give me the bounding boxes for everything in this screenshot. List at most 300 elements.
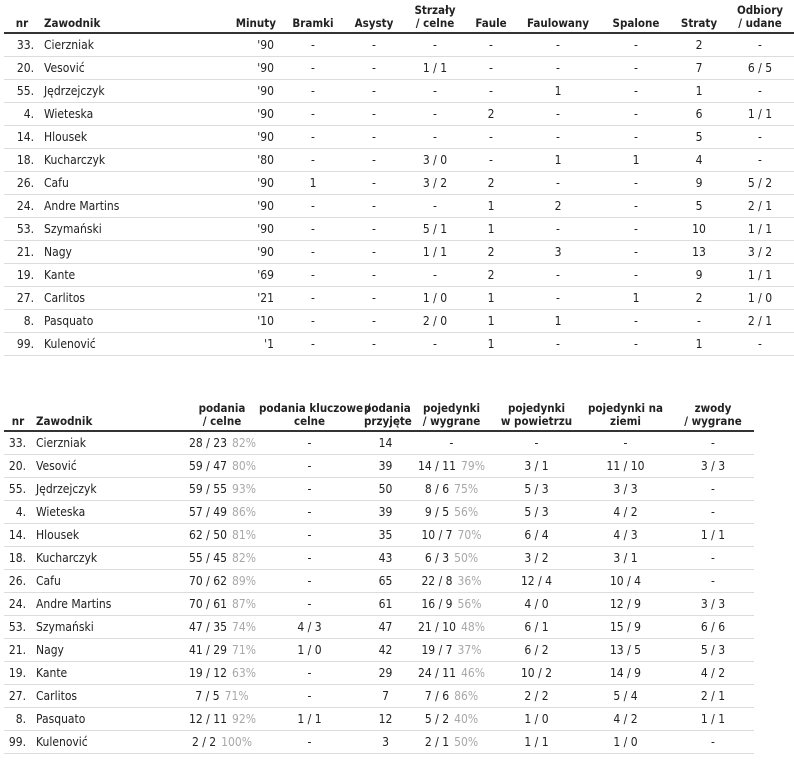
cell-duels	[409, 501, 494, 524]
table-row	[4, 455, 754, 478]
cell-duels	[409, 616, 494, 639]
cell-nr: 26.	[4, 570, 32, 593]
cell-player-name: Carlitos	[40, 287, 190, 310]
table-row	[4, 172, 794, 195]
table-row	[4, 708, 754, 731]
cell-nr: 33.	[4, 431, 32, 455]
table-row	[4, 218, 794, 241]
passes-value: 59 / 47	[189, 459, 227, 473]
duels-win-rate: 56%	[457, 597, 482, 611]
cell-fouled: 1	[516, 149, 600, 172]
cell-ground-duels: 5 / 4	[579, 685, 672, 708]
cell-nr: 55.	[4, 478, 32, 501]
cell-goals: -	[282, 218, 344, 241]
passes-value: 59 / 55	[189, 482, 227, 496]
table-row	[4, 333, 794, 356]
cell-dribbles: -	[672, 731, 754, 754]
table-row	[4, 616, 754, 639]
passes-value: 55 / 45	[189, 551, 227, 565]
cell-passes	[187, 616, 257, 639]
cell-nr: 99.	[4, 333, 40, 356]
cell-nr: 4.	[4, 103, 40, 126]
cell-goals: 1	[282, 172, 344, 195]
cell-nr: 14.	[4, 126, 40, 149]
cell-player-name: Cierzniak	[32, 431, 187, 455]
cell-minutes: '90	[190, 103, 282, 126]
col-header-shots-line1: Strzały	[414, 3, 456, 17]
cell-passes	[187, 593, 257, 616]
cell-dribbles: 5 / 3	[672, 639, 754, 662]
col-header-dribbles-line1: zwody	[694, 401, 732, 415]
col-header-air-duels-line1: pojedynki	[507, 401, 566, 415]
duels-win-rate: 40%	[454, 712, 479, 726]
cell-passes	[187, 685, 257, 708]
cell-minutes: '90	[190, 241, 282, 264]
cell-assists: -	[344, 264, 404, 287]
col-header-key-passes-line1: podania kluczowe /	[259, 401, 371, 415]
table-row	[4, 639, 754, 662]
cell-offsides: 1	[600, 287, 672, 310]
cell-dribbles: 3 / 3	[672, 455, 754, 478]
cell-duels	[409, 639, 494, 662]
cell-player-name: Vesović	[40, 57, 190, 80]
cell-fouled: 2	[516, 195, 600, 218]
cell-duels	[409, 524, 494, 547]
cell-nr: 21.	[4, 241, 40, 264]
col-header-player: Zawodnik	[32, 402, 187, 431]
cell-losses: 9	[672, 172, 726, 195]
col-header-tackles-line1: Odbiory	[736, 3, 784, 17]
cell-assists: -	[344, 218, 404, 241]
cell-duels	[409, 431, 494, 455]
passes-value: 41 / 29	[189, 643, 227, 657]
cell-goals: -	[282, 264, 344, 287]
table-row	[4, 149, 794, 172]
cell-fouls: 2	[466, 264, 516, 287]
cell-offsides: -	[600, 310, 672, 333]
cell-tackles: 1 / 1	[726, 264, 794, 287]
cell-offsides: -	[600, 195, 672, 218]
passes-value: 47 / 35	[189, 620, 227, 634]
cell-ground-duels: 4 / 2	[579, 708, 672, 731]
cell-losses: 13	[672, 241, 726, 264]
cell-received: 3	[362, 731, 409, 754]
cell-air-duels: 3 / 1	[494, 455, 579, 478]
cell-air-duels: 1 / 0	[494, 708, 579, 731]
cell-key-passes: -	[257, 455, 362, 478]
cell-fouled: -	[516, 264, 600, 287]
cell-minutes: '90	[190, 195, 282, 218]
cell-passes	[187, 662, 257, 685]
cell-duels	[409, 708, 494, 731]
cell-tackles: 1 / 0	[726, 287, 794, 310]
cell-offsides: -	[600, 57, 672, 80]
cell-offsides: -	[600, 33, 672, 57]
cell-player-name: Wieteska	[32, 501, 187, 524]
passes-accuracy: 81%	[231, 528, 256, 542]
cell-fouls: -	[466, 80, 516, 103]
cell-air-duels: 2 / 2	[494, 685, 579, 708]
cell-nr: 26.	[4, 172, 40, 195]
cell-key-passes: 1 / 1	[257, 708, 362, 731]
cell-player-name: Kulenović	[40, 333, 190, 356]
cell-fouls: -	[466, 126, 516, 149]
cell-fouls: -	[466, 33, 516, 57]
col-header-fouls: Faule	[466, 4, 516, 33]
cell-minutes: '90	[190, 80, 282, 103]
col-header-passes	[187, 402, 257, 431]
cell-passes	[187, 501, 257, 524]
cell-key-passes: 1 / 0	[257, 639, 362, 662]
cell-nr: 20.	[4, 57, 40, 80]
passes-value: 19 / 12	[189, 666, 227, 680]
cell-minutes: '90	[190, 57, 282, 80]
cell-ground-duels: -	[579, 431, 672, 455]
cell-passes	[187, 431, 257, 455]
cell-shots: -	[404, 80, 466, 103]
passes-accuracy: 82%	[231, 436, 256, 450]
cell-assists: -	[344, 33, 404, 57]
cell-air-duels: 6 / 4	[494, 524, 579, 547]
cell-passes	[187, 455, 257, 478]
duels-win-rate: 48%	[460, 620, 485, 634]
cell-player-name: Vesović	[32, 455, 187, 478]
cell-tackles: 5 / 2	[726, 172, 794, 195]
duels-value: 9 / 5	[424, 505, 450, 519]
cell-air-duels: 12 / 4	[494, 570, 579, 593]
cell-ground-duels: 3 / 1	[579, 547, 672, 570]
cell-dribbles: -	[672, 431, 754, 455]
passes-accuracy: 80%	[231, 459, 256, 473]
cell-fouled: -	[516, 57, 600, 80]
duels-value: 21 / 10	[418, 620, 456, 634]
cell-ground-duels: 4 / 3	[579, 524, 672, 547]
cell-nr: 53.	[4, 616, 32, 639]
col-header-tackles	[726, 4, 794, 33]
duels-value: 7 / 6	[424, 689, 450, 703]
cell-key-passes: -	[257, 478, 362, 501]
cell-tackles: 3 / 2	[726, 241, 794, 264]
cell-passes	[187, 731, 257, 754]
table-row	[4, 241, 794, 264]
cell-offsides: -	[600, 172, 672, 195]
cell-player-name: Kucharczyk	[40, 149, 190, 172]
cell-fouls: 2	[466, 103, 516, 126]
cell-duels	[409, 547, 494, 570]
passes-accuracy: 93%	[231, 482, 256, 496]
cell-minutes: '69	[190, 264, 282, 287]
cell-nr: 55.	[4, 80, 40, 103]
cell-nr: 27.	[4, 287, 40, 310]
cell-assists: -	[344, 57, 404, 80]
cell-minutes: '90	[190, 172, 282, 195]
cell-player-name: Andre Martins	[40, 195, 190, 218]
table-row	[4, 57, 794, 80]
cell-tackles: -	[726, 149, 794, 172]
cell-goals: -	[282, 241, 344, 264]
duels-value: 5 / 2	[424, 712, 450, 726]
cell-duels	[409, 662, 494, 685]
cell-offsides: -	[600, 333, 672, 356]
cell-received: 39	[362, 455, 409, 478]
cell-tackles: 2 / 1	[726, 310, 794, 333]
col-header-duels-line1: pojedynki	[422, 401, 481, 415]
cell-tackles: 2 / 1	[726, 195, 794, 218]
cell-air-duels: 10 / 2	[494, 662, 579, 685]
cell-losses: 5	[672, 126, 726, 149]
cell-key-passes: 4 / 3	[257, 616, 362, 639]
cell-ground-duels: 13 / 5	[579, 639, 672, 662]
col-header-received	[362, 401, 412, 431]
duels-win-rate: 56%	[454, 505, 479, 519]
cell-dribbles: 1 / 1	[672, 708, 754, 731]
cell-losses: 10	[672, 218, 726, 241]
table-row	[4, 126, 794, 149]
cell-assists: -	[344, 172, 404, 195]
cell-losses: -	[672, 310, 726, 333]
cell-assists: -	[344, 287, 404, 310]
cell-player-name: Nagy	[32, 639, 187, 662]
cell-player-name: Kulenović	[32, 731, 187, 754]
col-header-passes-line2: / celne	[202, 414, 242, 428]
cell-fouled: -	[516, 172, 600, 195]
cell-assists: -	[344, 310, 404, 333]
table-row	[4, 501, 754, 524]
cell-nr: 53.	[4, 218, 40, 241]
table-row	[4, 478, 754, 501]
cell-losses: 2	[672, 287, 726, 310]
cell-ground-duels: 3 / 3	[579, 478, 672, 501]
duels-value: 6 / 3	[424, 551, 450, 565]
passes-accuracy: 71%	[224, 689, 249, 703]
passes-accuracy: 100%	[221, 735, 253, 749]
cell-assists: -	[344, 126, 404, 149]
cell-received: 14	[362, 431, 409, 455]
cell-assists: -	[344, 103, 404, 126]
cell-losses: 1	[672, 333, 726, 356]
cell-player-name: Kante	[40, 264, 190, 287]
col-header-duels-line2: / wygrane	[422, 414, 481, 428]
duels-win-rate: 50%	[454, 735, 479, 749]
table-row	[4, 431, 754, 455]
col-header-shots-line2: / celne	[415, 16, 455, 30]
cell-received: 47	[362, 616, 409, 639]
cell-nr: 33.	[4, 33, 40, 57]
cell-goals: -	[282, 287, 344, 310]
passes-accuracy: 92%	[231, 712, 256, 726]
cell-losses: 1	[672, 80, 726, 103]
cell-nr: 20.	[4, 455, 32, 478]
cell-air-duels: 5 / 3	[494, 478, 579, 501]
cell-minutes: '21	[190, 287, 282, 310]
cell-shots: -	[404, 103, 466, 126]
cell-received: 42	[362, 639, 409, 662]
duels-win-rate: 70%	[457, 528, 482, 542]
col-header-ground-duels-line2: ziemi	[610, 414, 641, 428]
cell-assists: -	[344, 195, 404, 218]
table-row	[4, 310, 794, 333]
cell-shots: 3 / 2	[404, 172, 466, 195]
cell-passes	[187, 478, 257, 501]
cell-duels	[409, 570, 494, 593]
cell-ground-duels: 1 / 0	[579, 731, 672, 754]
cell-goals: -	[282, 149, 344, 172]
duels-win-rate: 46%	[460, 666, 485, 680]
passes-value: 7 / 5	[195, 689, 220, 703]
cell-nr: 14.	[4, 524, 32, 547]
col-header-duels	[409, 402, 494, 431]
cell-offsides: 1	[600, 149, 672, 172]
table-row	[4, 593, 754, 616]
duels-value: 14 / 11	[418, 459, 456, 473]
col-header-nr: nr	[4, 4, 40, 33]
duels-value: 10 / 7	[421, 528, 453, 542]
cell-player-name: Andre Martins	[32, 593, 187, 616]
cell-shots: -	[404, 333, 466, 356]
cell-received: 7	[362, 685, 409, 708]
cell-player-name: Jędrzejczyk	[32, 478, 187, 501]
table-row	[4, 662, 754, 685]
cell-offsides: -	[600, 80, 672, 103]
cell-tackles: -	[726, 126, 794, 149]
cell-player-name: Szymański	[32, 616, 187, 639]
cell-player-name: Szymański	[40, 218, 190, 241]
cell-dribbles: -	[672, 501, 754, 524]
cell-key-passes: -	[257, 662, 362, 685]
cell-losses: 5	[672, 195, 726, 218]
cell-ground-duels: 4 / 2	[579, 501, 672, 524]
cell-received: 39	[362, 501, 409, 524]
cell-player-name: Nagy	[40, 241, 190, 264]
cell-key-passes: -	[257, 431, 362, 455]
cell-tackles: -	[726, 33, 794, 57]
col-header-ground-duels	[579, 402, 672, 431]
cell-shots: 1 / 1	[404, 241, 466, 264]
cell-fouls: -	[466, 57, 516, 80]
cell-minutes: '80	[190, 149, 282, 172]
table-row	[4, 287, 794, 310]
cell-key-passes: -	[257, 731, 362, 754]
table-row	[4, 547, 754, 570]
cell-goals: -	[282, 57, 344, 80]
cell-shots: -	[404, 264, 466, 287]
cell-assists: -	[344, 149, 404, 172]
cell-dribbles: -	[672, 478, 754, 501]
cell-assists: -	[344, 333, 404, 356]
cell-key-passes: -	[257, 685, 362, 708]
col-header-ground-duels-line1: pojedynki na	[588, 401, 663, 415]
cell-passes	[187, 524, 257, 547]
col-header-passes-line1: podania	[198, 401, 246, 415]
passes-accuracy: 74%	[231, 620, 256, 634]
cell-air-duels: 3 / 2	[494, 547, 579, 570]
cell-key-passes: -	[257, 501, 362, 524]
duels-win-rate: 50%	[454, 551, 479, 565]
cell-goals: -	[282, 333, 344, 356]
cell-player-name: Jędrzejczyk	[40, 80, 190, 103]
cell-received: 65	[362, 570, 409, 593]
col-header-assists: Asysty	[344, 4, 404, 33]
cell-tackles: 6 / 5	[726, 57, 794, 80]
passes-accuracy: 89%	[231, 574, 256, 588]
cell-minutes: '1	[190, 333, 282, 356]
col-header-tackles-line2: / udane	[738, 16, 782, 30]
cell-dribbles: 2 / 1	[672, 685, 754, 708]
cell-fouls: 1	[466, 333, 516, 356]
cell-minutes: '90	[190, 218, 282, 241]
cell-goals: -	[282, 103, 344, 126]
cell-player-name: Wieteska	[40, 103, 190, 126]
cell-received: 29	[362, 662, 409, 685]
cell-nr: 4.	[4, 501, 32, 524]
cell-tackles: -	[726, 80, 794, 103]
duels-value: 2 / 1	[424, 735, 450, 749]
cell-fouls: 2	[466, 241, 516, 264]
cell-offsides: -	[600, 264, 672, 287]
duels-win-rate: 36%	[457, 574, 482, 588]
table-1-body	[4, 33, 794, 356]
cell-fouled: -	[516, 126, 600, 149]
duels-win-rate: 86%	[454, 689, 479, 703]
table-row	[4, 195, 794, 218]
cell-key-passes: -	[257, 547, 362, 570]
cell-nr: 18.	[4, 547, 32, 570]
cell-goals: -	[282, 126, 344, 149]
col-header-nr: nr	[4, 402, 32, 431]
cell-passes	[187, 639, 257, 662]
cell-minutes: '90	[190, 33, 282, 57]
table-row	[4, 570, 754, 593]
cell-shots: 2 / 0	[404, 310, 466, 333]
cell-offsides: -	[600, 218, 672, 241]
passes-value: 70 / 62	[189, 574, 227, 588]
cell-fouls: 1	[466, 218, 516, 241]
cell-ground-duels: 14 / 9	[579, 662, 672, 685]
passes-value: 12 / 11	[189, 712, 227, 726]
cell-air-duels: 1 / 1	[494, 731, 579, 754]
duels-win-rate: 37%	[457, 643, 482, 657]
cell-fouled: 1	[516, 80, 600, 103]
cell-tackles: 1 / 1	[726, 103, 794, 126]
cell-shots: -	[404, 126, 466, 149]
cell-passes	[187, 708, 257, 731]
cell-dribbles: 3 / 3	[672, 593, 754, 616]
cell-minutes: '90	[190, 126, 282, 149]
cell-duels	[409, 731, 494, 754]
cell-player-name: Cafu	[40, 172, 190, 195]
table-row	[4, 524, 754, 547]
col-header-received-line2: przyjęte	[364, 414, 412, 428]
cell-assists: -	[344, 80, 404, 103]
cell-passes	[187, 547, 257, 570]
cell-player-name: Kucharczyk	[32, 547, 187, 570]
cell-losses: 4	[672, 149, 726, 172]
col-header-dribbles-line2: / wygrane	[684, 414, 742, 428]
col-header-shots	[404, 4, 466, 33]
cell-nr: 24.	[4, 195, 40, 218]
passes-accuracy: 63%	[231, 666, 256, 680]
table-row	[4, 33, 794, 57]
cell-dribbles: -	[672, 570, 754, 593]
match-stats-table-1	[4, 4, 794, 356]
table-2-body	[4, 431, 754, 754]
cell-assists: -	[344, 241, 404, 264]
cell-fouled: 1	[516, 310, 600, 333]
col-header-player: Zawodnik	[40, 4, 190, 33]
cell-minutes: '10	[190, 310, 282, 333]
duels-value: -	[449, 436, 454, 450]
duels-value: 16 / 9	[421, 597, 453, 611]
